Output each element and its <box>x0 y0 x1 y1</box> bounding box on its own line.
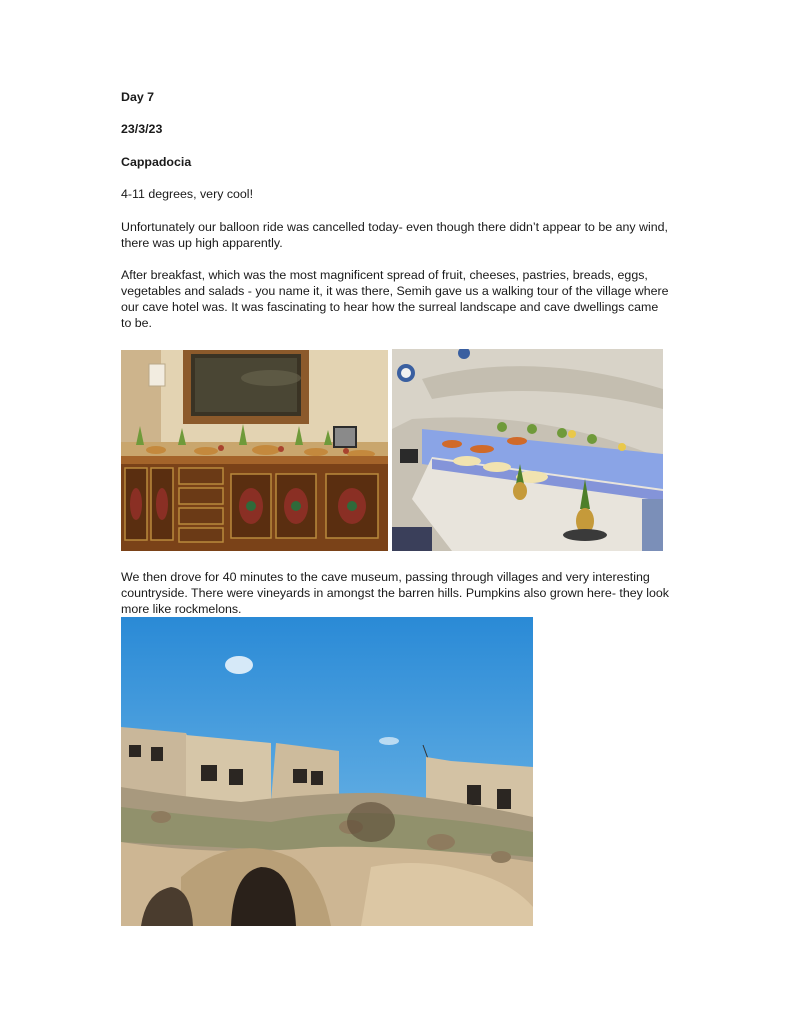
paragraph-balloon: Unfortunately our balloon ride was cancelled today- even though there didn’t appear to be any wind, there was up high apparently. <box>121 220 668 250</box>
photo-breakfast-buffet <box>121 350 388 551</box>
paragraph-breakfast: After breakfast, which was the most magnificent spread of fruit, cheeses, pastries, breads, eggs, vegetables and salads - you name it, it was there, Semih gave us a walking tour of the village where our cave hotel was. It was fascinating to hear how the surreal landscape and cave dwellings came to be. <box>121 268 669 330</box>
location-heading: Cappadocia <box>121 155 192 169</box>
photo-cave-dwellings <box>121 617 533 926</box>
day-heading: Day 7 <box>121 90 155 104</box>
paragraph-museum: We then drove for 40 minutes to the cave museum, passing through villages and very interesting countryside. There were vineyards in amongst the barren hills. Pumpkins also grown here- they look more like rockmelons. <box>121 570 669 616</box>
temperature-note: 4-11 degrees, very cool! <box>121 187 254 201</box>
photo-cave-buffet <box>392 349 663 551</box>
date-heading: 23/3/23 <box>121 122 163 136</box>
